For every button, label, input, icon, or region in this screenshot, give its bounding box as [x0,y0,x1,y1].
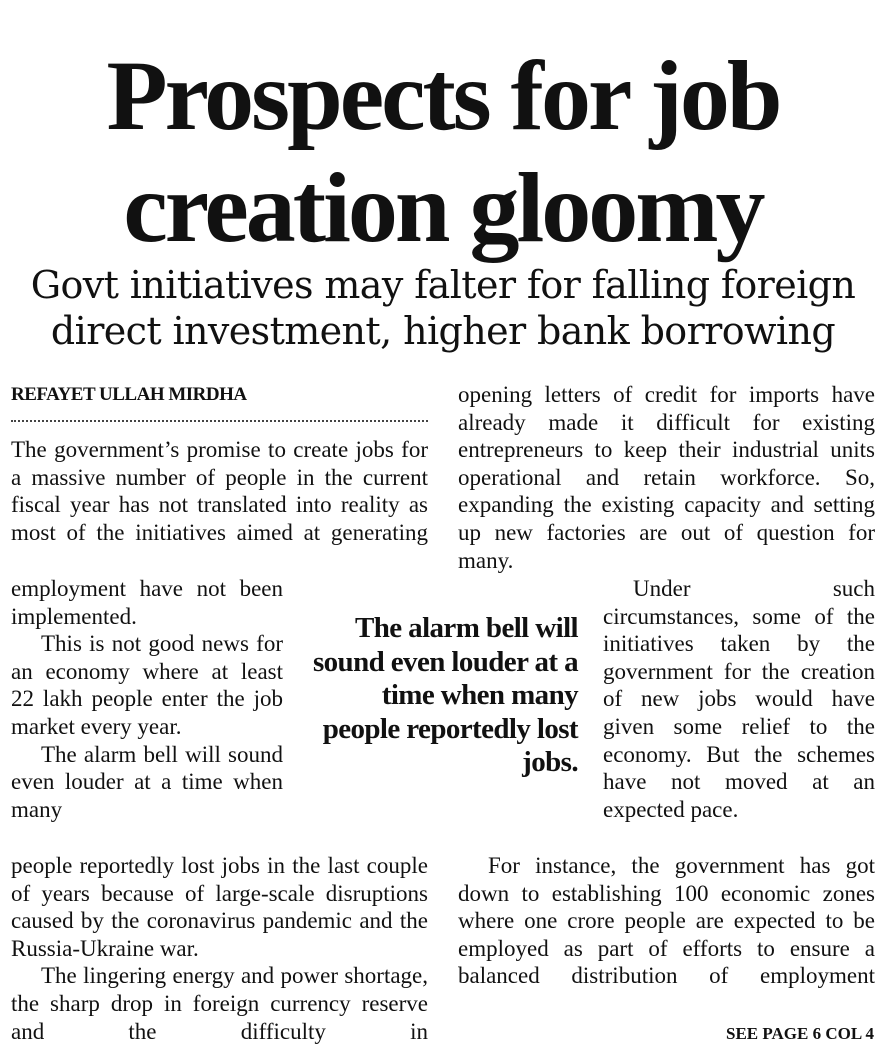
paragraph-2: This is not good news for an economy where at least 22 lakh people enter the job market every year. [11,631,283,739]
right-column-narrow [603,575,875,823]
left-column-narrow [11,575,283,823]
paragraph-5: opening letters of credit for imports have already made it difficult for existing entrepreneurs to keep their industrial units operational and retain workforce. So, expanding the existing capacity and setting up new factories are out of question for many. [458,382,875,573]
paragraph-1-continued: employment have not been implemented. [11,576,283,629]
left-column-bottom [11,852,428,1045]
right-column-bottom [458,852,875,990]
left-column-top [11,436,428,546]
headline [0,40,886,264]
paragraph-4: The lingering energy and power shortage, the sharp drop in foreign currency reserve and the difficulty in [11,963,428,1044]
headline-line-1: Prospects for job [106,40,780,151]
continued-on-page-note: SEE PAGE 6 COL 4 [726,1024,874,1043]
subheadline [0,262,886,354]
pull-quote: The alarm bell will sound even louder at a time when many people reportedly lost jobs. [312,612,578,778]
right-column-top [458,381,875,574]
subheadline-line-1: Govt initiatives may falter for falling foreign [30,263,856,307]
paragraph-1: The government’s promise to create jobs for a massive number of people in the current fiscal year has not translated into reality as most of the initiatives aimed at generating [11,437,428,545]
paragraph-6: Under such circumstances, some of the initiatives taken by the government for the creation of new jobs would have given some relief to the economy. But the schemes have not moved at an expected pace. [603,576,875,822]
headline-line-2: creation gloomy [123,152,763,263]
paragraph-7: For instance, the government has got down to establishing 100 economic zones where one crore people are expected to be employed as part of efforts to ensure a balanced distribution of employment [458,853,875,989]
subheadline-line-2: direct investment, higher bank borrowing [50,309,836,353]
paragraph-3-continued: people reportedly lost jobs in the last couple of years because of large-scale disruptions caused by the coronavirus pandemic and the Russia-Ukraine war. [11,853,428,961]
byline: REFAYET ULLAH MIRDHA [11,384,247,405]
paragraph-3-start: The alarm bell will sound even louder at a time when many [11,741,283,822]
byline-divider [11,420,428,422]
